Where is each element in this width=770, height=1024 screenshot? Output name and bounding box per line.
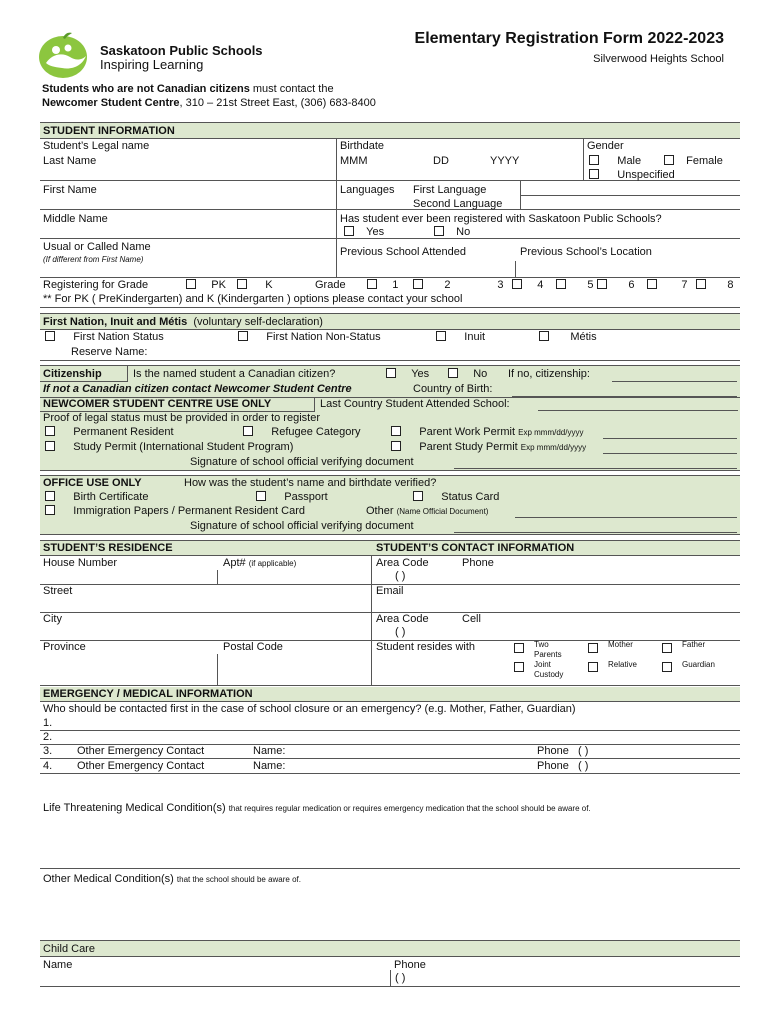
grade-6[interactable]: 6: [597, 279, 634, 291]
mother-label: Mother: [608, 640, 633, 649]
gender-label: Gender: [587, 140, 624, 152]
birth-certificate-option[interactable]: Birth Certificate: [45, 491, 148, 503]
office-heading: OFFICE USE ONLY: [43, 477, 142, 489]
grade-7[interactable]: 7: [647, 279, 688, 291]
apt-label: Apt# (if applicable): [223, 557, 297, 569]
emergency-1: 1.: [43, 717, 53, 729]
middle-name-label: Middle Name: [43, 213, 108, 225]
citizenship-heading: Citizenship: [43, 368, 102, 380]
first-nation-heading: First Nation, Inuit and Métis (voluntary self-declaration): [43, 316, 323, 328]
student-info-heading: STUDENT INFORMATION: [43, 125, 175, 137]
grade-3[interactable]: 3: [497, 279, 504, 291]
phone-label: Phone: [462, 557, 494, 569]
reserve-name-label: Reserve Name:: [71, 346, 148, 358]
last-name-label: Last Name: [43, 155, 97, 167]
office-signature-label: Signature of school official verifying document: [190, 520, 414, 532]
relative-checkbox[interactable]: [588, 662, 598, 672]
emergency-3-name: Name:: [253, 745, 286, 757]
grade-pk[interactable]: PK: [186, 279, 226, 291]
fn-non-status[interactable]: First Nation Non-Status: [238, 331, 381, 343]
guardian-checkbox[interactable]: [662, 662, 672, 672]
cell-label: Cell: [462, 613, 481, 625]
passport-option[interactable]: Passport: [256, 491, 328, 503]
permanent-resident-option[interactable]: Permanent Resident: [45, 426, 174, 438]
citizen-no[interactable]: No: [448, 368, 487, 380]
yyyy-label: YYYY: [490, 155, 520, 167]
child-care-heading: Child Care: [43, 943, 95, 955]
contact-heading: STUDENT’S CONTACT INFORMATION: [376, 542, 575, 554]
usual-name-label: Usual or Called Name: [43, 241, 151, 253]
registered-no[interactable]: No: [434, 226, 470, 238]
status-card-option[interactable]: Status Card: [413, 491, 499, 503]
gender-female[interactable]: Female: [664, 155, 723, 167]
citizen-question: Is the named student a Canadian citizen?: [133, 368, 336, 380]
grade-2[interactable]: 2: [413, 279, 450, 291]
emergency-heading: EMERGENCY / MEDICAL INFORMATION: [43, 688, 253, 700]
notice-line-1: Students who are not Canadian citizens must contact the: [42, 83, 334, 95]
registered-yes[interactable]: Yes: [344, 226, 384, 238]
cell-area-code-label: Area Code: [376, 613, 429, 625]
languages-label: Languages: [340, 184, 395, 196]
province-label: Province: [43, 641, 86, 653]
two-parents-label: Two Parents: [534, 640, 562, 659]
emergency-3-number: 3.: [43, 745, 53, 757]
gender-male[interactable]: Male: [589, 155, 641, 167]
resides-with-label: Student resides with: [376, 641, 476, 653]
first-language-label: First Language: [413, 184, 487, 196]
proof-label: Proof of legal status must be provided in order to register: [43, 412, 320, 424]
org-name: Saskatoon Public Schools: [100, 43, 263, 58]
apple-logo-icon: [36, 30, 94, 80]
cell-area-code-parens: ( ): [395, 626, 406, 638]
grade-8[interactable]: 8: [696, 279, 733, 291]
emergency-4-number: 4.: [43, 760, 53, 772]
father-label: Father: [682, 640, 706, 649]
street-label: Street: [43, 585, 73, 597]
emergency-4-name: Name:: [253, 760, 286, 772]
joint-custody-checkbox[interactable]: [514, 662, 524, 672]
mother-checkbox[interactable]: [588, 643, 598, 653]
area-code-label: Area Code: [376, 557, 429, 569]
grade-4[interactable]: 4: [512, 279, 543, 291]
mmm-label: MMM: [340, 155, 368, 167]
registered-question: Has student ever been registered with Saskatoon Public Schools?: [340, 213, 662, 225]
previous-school-label: Previous School Attended: [340, 246, 466, 258]
form-title: Elementary Registration Form 2022-2023: [414, 30, 724, 47]
last-country-label: Last Country Student Attended School:: [320, 398, 510, 410]
pk-note: ** For PK ( PreKindergarten) and K (Kindergarten ) options please contact your school: [43, 293, 463, 305]
school-name: Silverwood Heights School: [593, 53, 724, 65]
two-parents-checkbox[interactable]: [514, 643, 524, 653]
emergency-4-phone: Phone ( ): [537, 760, 589, 772]
postal-code-label: Postal Code: [223, 641, 283, 653]
first-name-label: First Name: [43, 184, 97, 196]
other-document-label: Other (Name Official Document): [366, 505, 489, 517]
guardian-label: Guardian: [682, 660, 715, 669]
dd-label: DD: [433, 155, 449, 167]
emergency-question: Who should be contacted first in the case of school closure or an emergency? (e.g. Mother, Father, Guardian): [43, 703, 576, 715]
grade-1[interactable]: 1: [367, 279, 398, 291]
emergency-4-label: Other Emergency Contact: [77, 760, 205, 772]
child-care-name-label: Name: [43, 959, 73, 971]
legal-name-label: Student’s Legal name: [43, 140, 150, 152]
usual-name-note: (If different from First Name): [43, 255, 144, 264]
fn-inuit[interactable]: Inuit: [436, 331, 485, 343]
grade-k[interactable]: K: [237, 279, 273, 291]
house-number-label: House Number: [43, 557, 117, 569]
other-medical-label: Other Medical Condition(s) that the school should be aware of.: [43, 873, 301, 885]
second-language-label: Second Language: [413, 198, 503, 210]
email-label: Email: [376, 585, 404, 597]
ncc-heading: NEWCOMER STUDENT CENTRE USE ONLY: [43, 398, 272, 410]
notice-line-2: Newcomer Student Centre, 310 – 21st Street East, (306) 683-8400: [42, 97, 376, 109]
parent-work-permit-option[interactable]: Parent Work Permit Exp mmm/dd/yyyy: [391, 426, 583, 438]
father-checkbox[interactable]: [662, 643, 672, 653]
office-question: How was the student’s name and birthdate verified?: [184, 477, 437, 489]
city-label: City: [43, 613, 62, 625]
emergency-3-label: Other Emergency Contact: [77, 745, 205, 757]
phone-area-code-parens: ( ): [395, 570, 406, 582]
parent-study-permit-option[interactable]: Parent Study Permit Exp mmm/dd/yyyy: [391, 441, 586, 453]
country-of-birth-label: Country of Birth:: [413, 383, 493, 395]
registering-label: Registering for Grade: [43, 279, 149, 291]
not-citizen-note: If not a Canadian citizen contact Newcomer Student Centre: [43, 383, 352, 395]
citizen-yes[interactable]: Yes: [386, 368, 429, 380]
joint-custody-label: Joint Custody: [534, 660, 564, 679]
study-permit-option[interactable]: Study Permit (International Student Program): [45, 441, 293, 453]
previous-location-label: Previous School’s Location: [520, 246, 652, 258]
residence-heading: STUDENT’S RESIDENCE: [43, 542, 173, 554]
grade-label: Grade: [315, 279, 346, 291]
citizenship-signature-label: Signature of school official verifying document: [190, 456, 414, 468]
life-threatening-label: Life Threatening Medical Condition(s) that requires regular medication or requires emergency medication that the school should be aware of.: [43, 802, 591, 814]
refugee-option[interactable]: Refugee Category: [243, 426, 361, 438]
emergency-3-phone: Phone ( ): [537, 745, 589, 757]
child-care-phone-label: Phone: [394, 959, 426, 971]
fn-metis[interactable]: Métis: [539, 331, 597, 343]
tagline: Inspiring Learning: [100, 57, 204, 72]
emergency-2: 2.: [43, 731, 53, 743]
child-care-phone-parens: ( ): [395, 972, 406, 984]
fn-status[interactable]: First Nation Status: [45, 331, 164, 343]
immigration-papers-option[interactable]: Immigration Papers / Permanent Resident Card: [45, 505, 305, 517]
if-no-citizenship: If no, citizenship:: [508, 368, 590, 380]
relative-label: Relative: [608, 660, 637, 669]
birthdate-label: Birthdate: [340, 140, 385, 152]
gender-unspecified[interactable]: Unspecified: [589, 169, 675, 181]
grade-5[interactable]: 5: [556, 279, 593, 291]
